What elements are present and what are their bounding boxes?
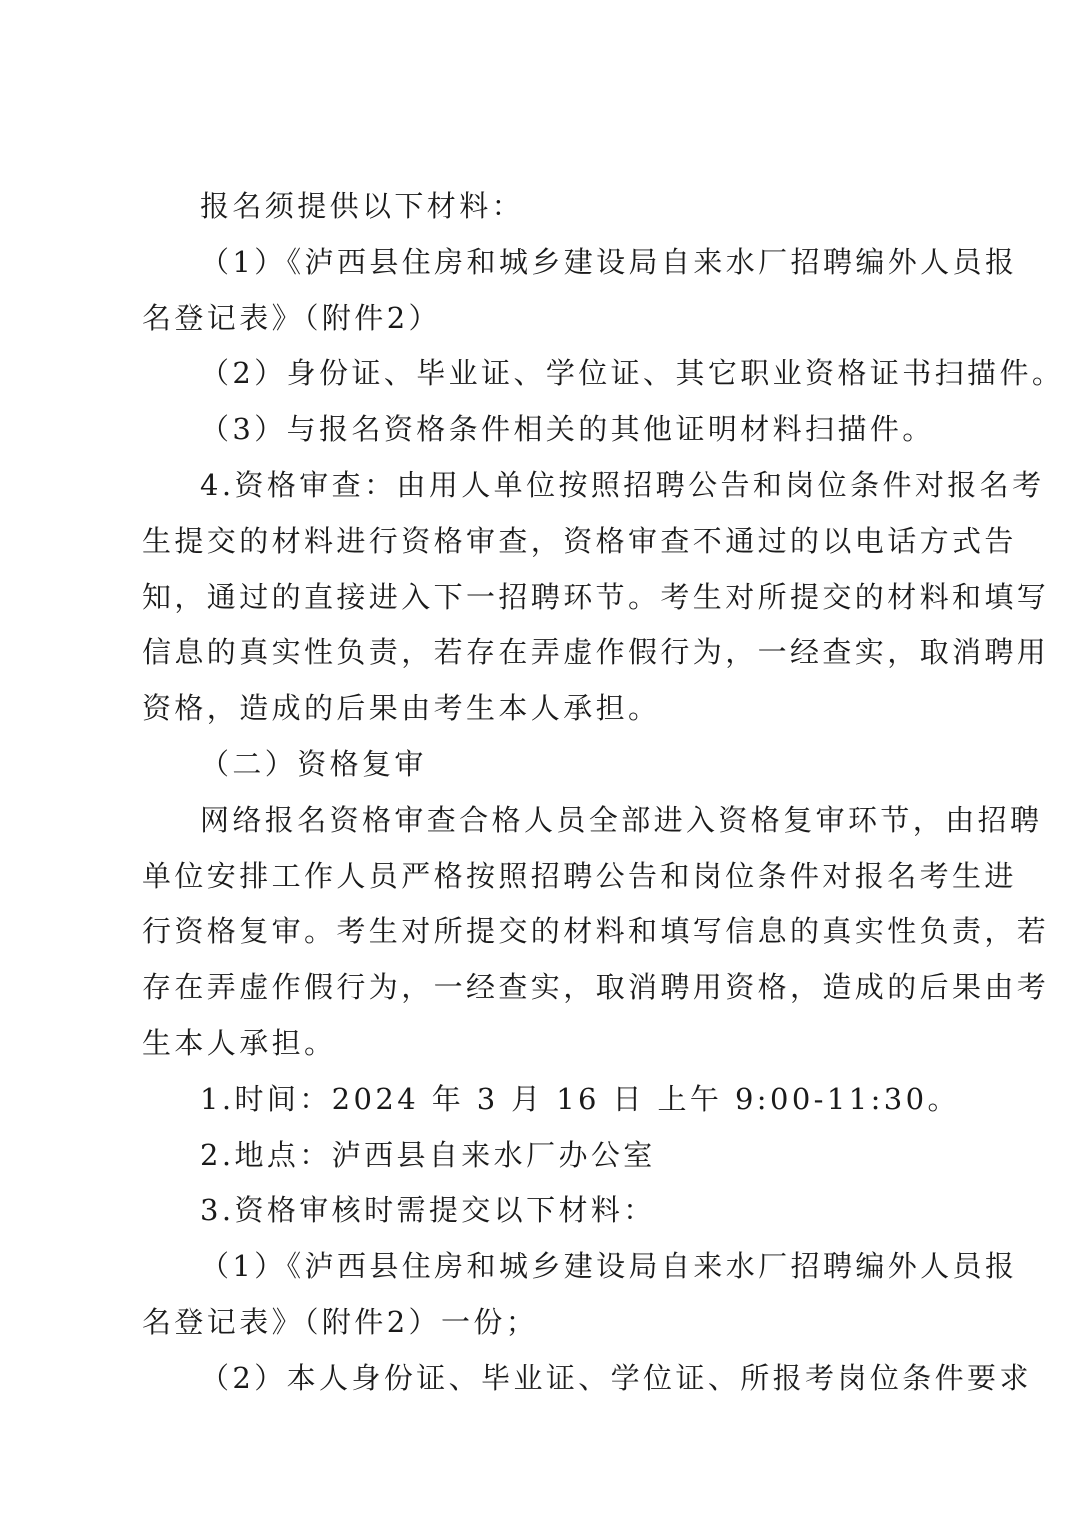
paragraph-line: 信息的真实性负责，若存在弄虚作假行为，一经查实，取消聘用 (142, 635, 1050, 669)
paragraph-line: （2）身份证、毕业证、学位证、其它职业资格证书扫描件。 (200, 356, 1065, 390)
paragraph-line: （1）《泸西县住房和城乡建设局自来水厂招聘编外人员报 (200, 1249, 1018, 1283)
review-time: 1.时间：2024 年 3 月 16 日 上午 9:00-11:30。 (200, 1082, 960, 1116)
paragraph-line: 名登记表》（附件2） (142, 301, 441, 335)
paragraph-line: 网络报名资格审查合格人员全部进入资格复审环节，由招聘 (200, 803, 1043, 837)
materials-heading: 报名须提供以下材料： (200, 189, 525, 223)
paragraph-line: （3）与报名资格条件相关的其他证明材料扫描件。 (200, 412, 935, 446)
paragraph-line: 名登记表》（附件2）一份； (142, 1305, 539, 1339)
section-heading: （二）资格复审 (200, 747, 427, 781)
paragraph-line: （2）本人身份证、毕业证、学位证、所报考岗位条件要求 (200, 1361, 1032, 1395)
paragraph-line: 知，通过的直接进入下一招聘环节。考生对所提交的材料和填写 (142, 580, 1050, 614)
paragraph-line: 存在弄虚作假行为，一经查实，取消聘用资格，造成的后果由考 (142, 970, 1050, 1004)
paragraph-line: （1）《泸西县住房和城乡建设局自来水厂招聘编外人员报 (200, 245, 1018, 279)
review-materials-heading: 3.资格审核时需提交以下材料： (200, 1193, 656, 1227)
paragraph-line: 4.资格审查：由用人单位按照招聘公告和岗位条件对报名考 (200, 468, 1045, 502)
paragraph-line: 行资格复审。考生对所提交的材料和填写信息的真实性负责，若 (142, 914, 1050, 948)
paragraph-line: 资格，造成的后果由考生本人承担。 (142, 691, 661, 725)
paragraph-line: 生提交的材料进行资格审查，资格审查不通过的以电话方式告 (142, 524, 1017, 558)
paragraph-line: 生本人承担。 (142, 1026, 337, 1060)
review-location: 2.地点：泸西县自来水厂办公室 (200, 1138, 656, 1172)
paragraph-line: 单位安排工作人员严格按照招聘公告和岗位条件对报名考生进 (142, 859, 1017, 893)
